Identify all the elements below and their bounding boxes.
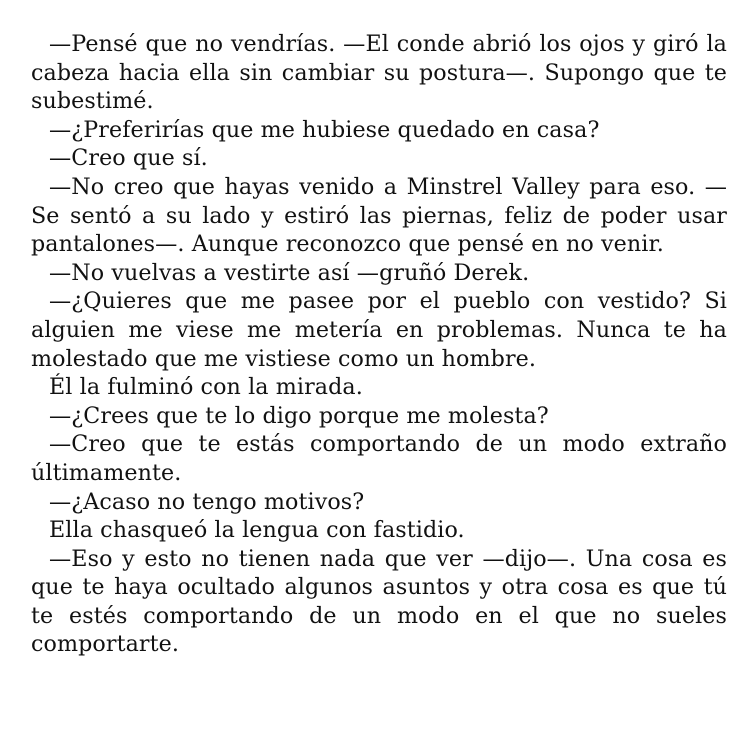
- paragraph: —Creo que sí.: [49, 145, 208, 172]
- paragraph: —¿Preferirías que me hubiese quedado en casa?: [49, 116, 600, 143]
- paragraph: —Creo que te estás comportando de un modo extraño últimamente.: [31, 431, 727, 486]
- paragraph: —No vuelvas a vestirte así —gruñó Derek.: [49, 259, 530, 286]
- paragraph: —No creo que hayas venido a Minstrel Valley para eso. —Se sentó a su lado y estiró las piernas, feliz de poder usar pantalones—. Aunque reconozco que pensé en no venir.: [31, 173, 727, 258]
- paragraph: —¿Quieres que me pasee por el pueblo con vestido? Si alguien me viese me metería en problemas. Nunca te ha molestado que me vistiese como un hombre.: [31, 288, 727, 372]
- paragraph: —Eso y esto no tienen nada que ver —dijo—. Una cosa es que te haya ocultado algunos asuntos y otra cosa es que tú te estés comportando de un modo en el que no sueles comportarte.: [31, 545, 727, 658]
- paragraph: —¿Acaso no tengo motivos?: [49, 488, 365, 515]
- paragraph: Él la fulminó con la mirada.: [49, 374, 363, 401]
- paragraph: Ella chasqueó la lengua con fastidio.: [49, 517, 465, 544]
- paragraph: —Pensé que no vendrías. —El conde abrió los ojos y giró la cabeza hacia ella sin cambiar su postura—. Supongo que te subestimé.: [31, 31, 727, 115]
- book-page: [31, 30, 727, 659]
- paragraph: —¿Crees que te lo digo porque me molesta?: [49, 402, 549, 429]
